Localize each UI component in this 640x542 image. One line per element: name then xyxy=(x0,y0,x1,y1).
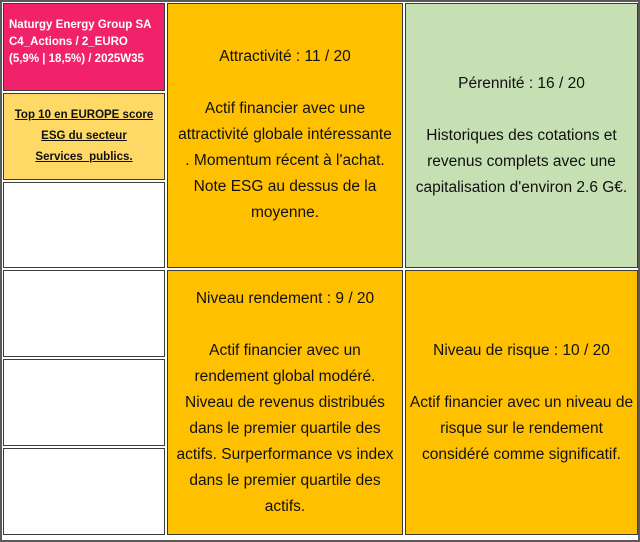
text-line: attractivité globale intéressante xyxy=(178,126,392,143)
risque-panel xyxy=(405,270,638,535)
risque-heading: Niveau de risque : 10 / 20 xyxy=(433,341,610,359)
rendement-text xyxy=(176,338,393,520)
perennite-text xyxy=(416,123,627,201)
empty-cell xyxy=(3,448,165,535)
text-line: Actif financier avec un niveau de xyxy=(409,393,634,411)
text-line: actifs. xyxy=(264,497,306,515)
text-line: dans le premier quartile des xyxy=(189,471,381,489)
asset-title-block xyxy=(3,3,165,91)
risque-text xyxy=(410,390,633,468)
empty-cell xyxy=(3,359,165,446)
esg-rank-block xyxy=(3,93,165,180)
asset-category: C4_Actions / 2_EURO xyxy=(9,36,128,48)
asset-period: (5,9% | 18,5%) / 2025W35 xyxy=(9,53,144,65)
text-line: risque sur le rendement xyxy=(440,419,603,437)
text-line: moyenne. xyxy=(250,204,320,221)
empty-cell xyxy=(3,182,165,268)
attractivite-panel xyxy=(167,3,403,268)
text-line: . Momentum récent à l'achat. xyxy=(185,152,385,169)
perennite-panel xyxy=(405,3,638,268)
esg-rank-line: ESG du secteur xyxy=(41,130,127,142)
text-line: revenus complets avec une xyxy=(427,152,616,170)
text-line: actifs. Surperformance vs index xyxy=(176,445,394,463)
rendement-panel xyxy=(167,270,403,535)
text-line: dans le premier quartile des xyxy=(189,419,381,437)
attractivite-text xyxy=(178,96,392,226)
empty-cell xyxy=(3,270,165,357)
text-line: Niveau de revenus distribués xyxy=(185,393,385,411)
perennite-heading: Pérennité : 16 / 20 xyxy=(458,74,585,92)
rendement-heading: Niveau rendement : 9 / 20 xyxy=(195,289,375,307)
esg-rank-line: Services_publics. xyxy=(35,151,133,163)
text-line: rendement global modéré. xyxy=(194,367,376,385)
text-line: Historiques des cotations et xyxy=(426,126,617,144)
esg-rank-line: Top 10 en EUROPE score xyxy=(14,109,154,121)
attractivite-heading: Attractivité : 11 / 20 xyxy=(219,48,351,65)
text-line: Note ESG au dessus de la xyxy=(193,178,377,195)
text-line: considéré comme significatif. xyxy=(421,445,621,463)
text-line: Actif financier avec une xyxy=(204,100,366,117)
asset-name: Naturgy Energy Group SA xyxy=(9,19,152,31)
text-line: capitalisation d'environ 2.6 G€. xyxy=(415,178,628,196)
text-line: Actif financier avec un xyxy=(209,341,361,359)
